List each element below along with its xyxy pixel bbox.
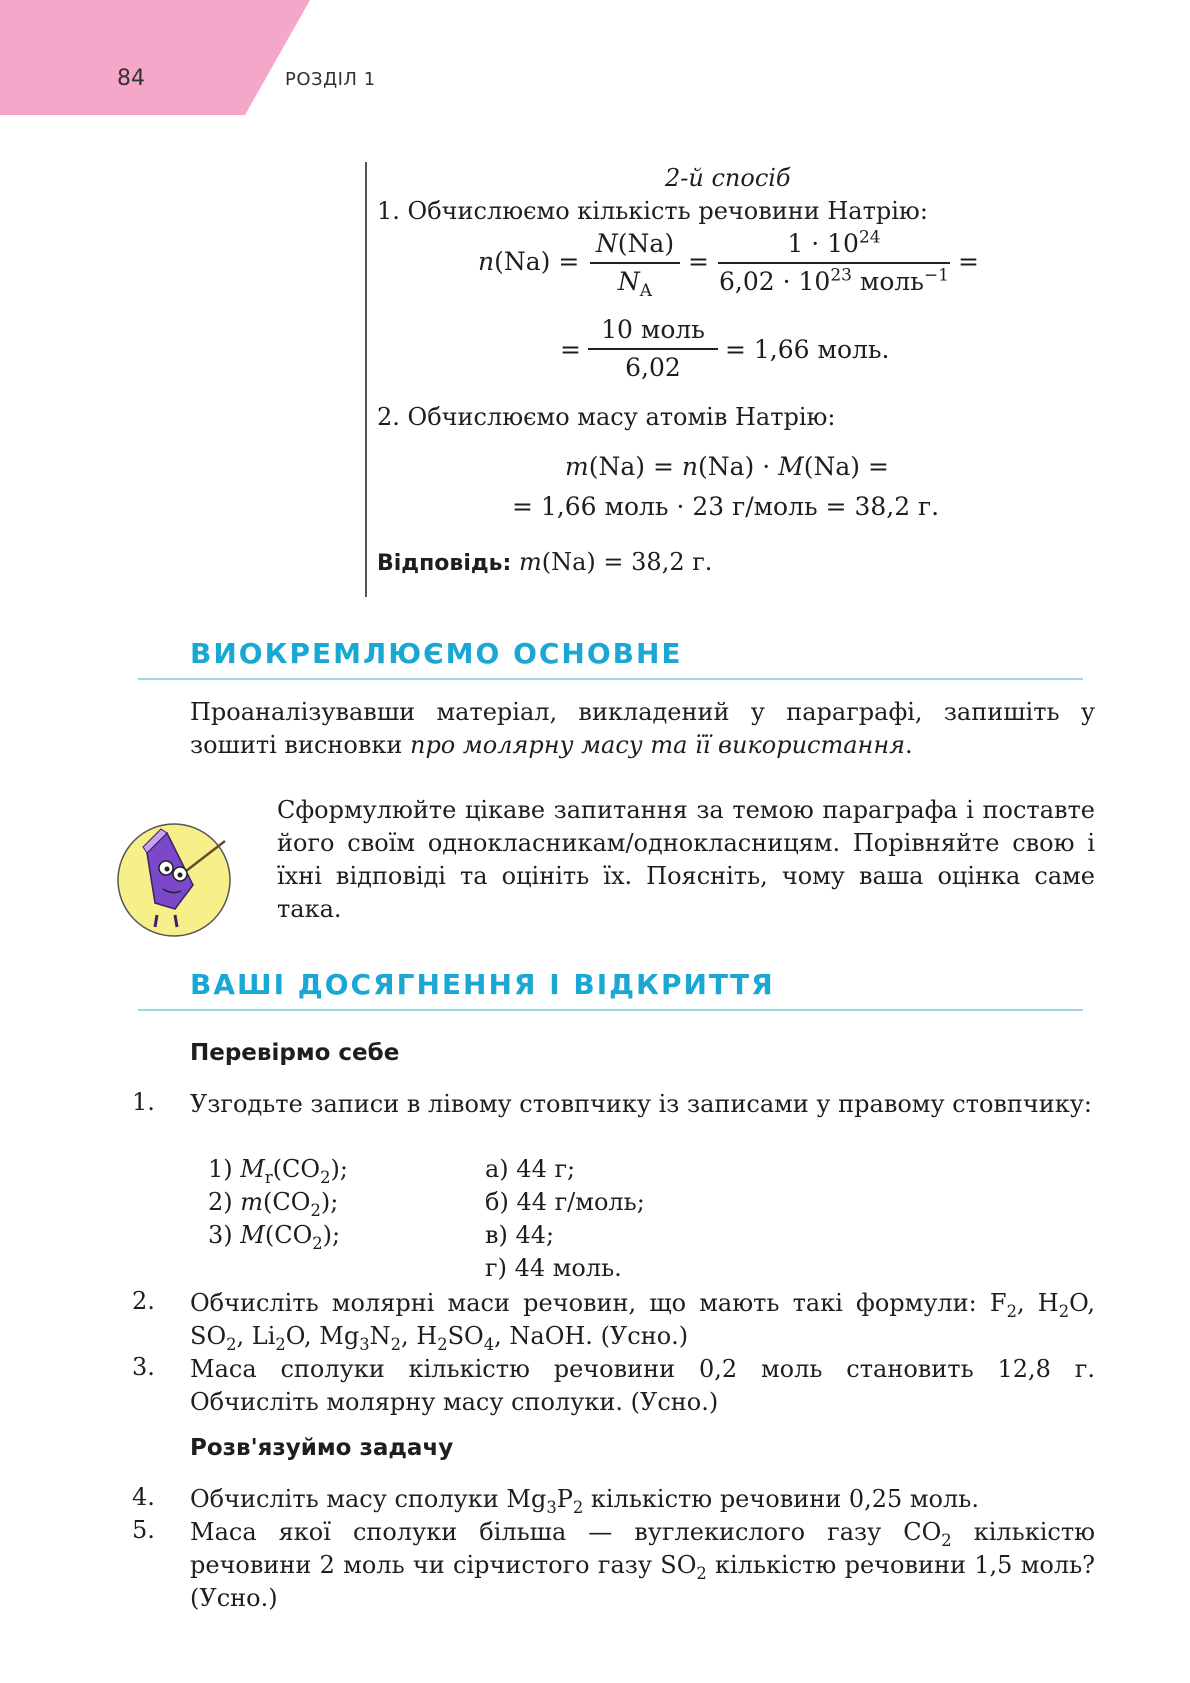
key-points-end: . <box>905 731 913 759</box>
equals-sign: = <box>958 247 979 276</box>
fraction-10-over-602: 10 моль 6,02 <box>588 314 718 384</box>
method-title: 2-й спосіб <box>665 164 791 192</box>
equals-sign: = <box>560 335 581 364</box>
match-right-c: в) 44; <box>485 1221 555 1249</box>
equals-sign: = <box>688 247 709 276</box>
section-divider <box>138 1009 1083 1011</box>
pencil-task-text: Сформулюйте цікаве запитання за темою параграфа і поставте його своїм однокласникам/однокласницям. Порівняйте свою і їхні відповіді та оцініть їх. Поясніть, чому ваша оцінка саме така. <box>277 796 1095 923</box>
section-heading-achievements: ВАШІ ДОСЯГНЕННЯ І ВІДКРИТТЯ <box>190 968 775 1001</box>
section-divider <box>138 678 1083 680</box>
match-right-a: а) 44 г; <box>485 1155 576 1183</box>
question-2-text: Обчисліть молярні маси речовин, що мають такі формули: $F_2$, $H_2O$, $SO_2$, $Li_2O$, $Mg_3N_2$, $H_2SO_4$, NaOH. (Усно.) <box>190 1289 1096 1354</box>
question-5-text: Маса якої сполуки більша — вуглекислого газу $CO_2$ кількістю речовини 2 моль чи сірчистого газу $SO_2$ кількістю речовини 1,5 моль? (Усно.) <box>190 1518 1096 1612</box>
subheading-check-yourself: Перевірмо себе <box>190 1040 400 1066</box>
result-m-na: = 1,66 моль · 23 г/моль = 38,2 г. <box>512 492 940 521</box>
match-left-3: 3) $M(CO_2)$; <box>208 1221 341 1253</box>
question-number: 4. <box>132 1483 155 1511</box>
question-4-text: Обчисліть масу сполуки $Mg_3P_2$ кількістю речовини 0,25 моль. <box>190 1485 979 1517</box>
question-1-text: Узгодьте записи в лівому стовпчику із записами у правому стовпчику: <box>190 1090 1092 1118</box>
question-number: 1. <box>132 1088 155 1116</box>
answer-label: Відповідь: <box>377 551 512 576</box>
section-label: РОЗДІЛ 1 <box>285 69 376 90</box>
step-1-text: 1. Обчислюємо кількість речовини Натрію: <box>377 197 928 225</box>
key-points-italic: про молярну масу та її використання <box>409 731 906 759</box>
section-heading-key-points: ВИОКРЕМЛЮЄМО ОСНОВНЕ <box>190 637 683 670</box>
result-n-na: = 1,66 моль. <box>725 335 890 364</box>
question-3-text: Маса сполуки кількістю речовини 0,2 моль становить 12,8 г. Обчисліть молярну масу сполуки. (Усно.) <box>190 1355 1095 1416</box>
key-points-paragraph <box>190 696 1095 762</box>
key-points-text: Проаналізувавши матеріал, викладений у параграфі, запишіть у зошиті висновки <box>190 698 1095 759</box>
question-number: 5. <box>132 1516 155 1544</box>
step-2-text: 2. Обчислюємо масу атомів Натрію: <box>377 403 836 431</box>
match-right-d: г) 44 моль. <box>485 1254 622 1282</box>
match-left-1: 1) $M_r(CO_2)$; <box>208 1155 348 1187</box>
fraction-n-over-na: N(Na) $N_A$ <box>590 228 680 298</box>
page-number: 84 <box>117 66 145 91</box>
match-left-2: 2) $m(CO_2)$; <box>208 1188 339 1220</box>
question-number: 3. <box>132 1353 155 1381</box>
fraction-avogadro: $1 \cdot 10^{24}$ $6,02 \cdot 10^{23}$ моль$^{-1}$ <box>719 227 949 296</box>
answer-line: Відповідь: m(Na) = 38,2 г. <box>377 548 713 576</box>
page-corner-tab <box>0 0 310 115</box>
formula-m-na: m(Na) = n(Na) · M(Na) = <box>565 452 889 481</box>
subheading-solve-problem: Розв'язуймо задачу <box>190 1435 454 1461</box>
solution-margin-rule <box>365 162 367 597</box>
match-right-b: б) 44 г/моль; <box>485 1188 645 1216</box>
question-number: 2. <box>132 1287 155 1315</box>
pencil-teacher-icon <box>117 823 232 938</box>
formula-n-na-lhs: n(Na) = <box>478 247 580 276</box>
